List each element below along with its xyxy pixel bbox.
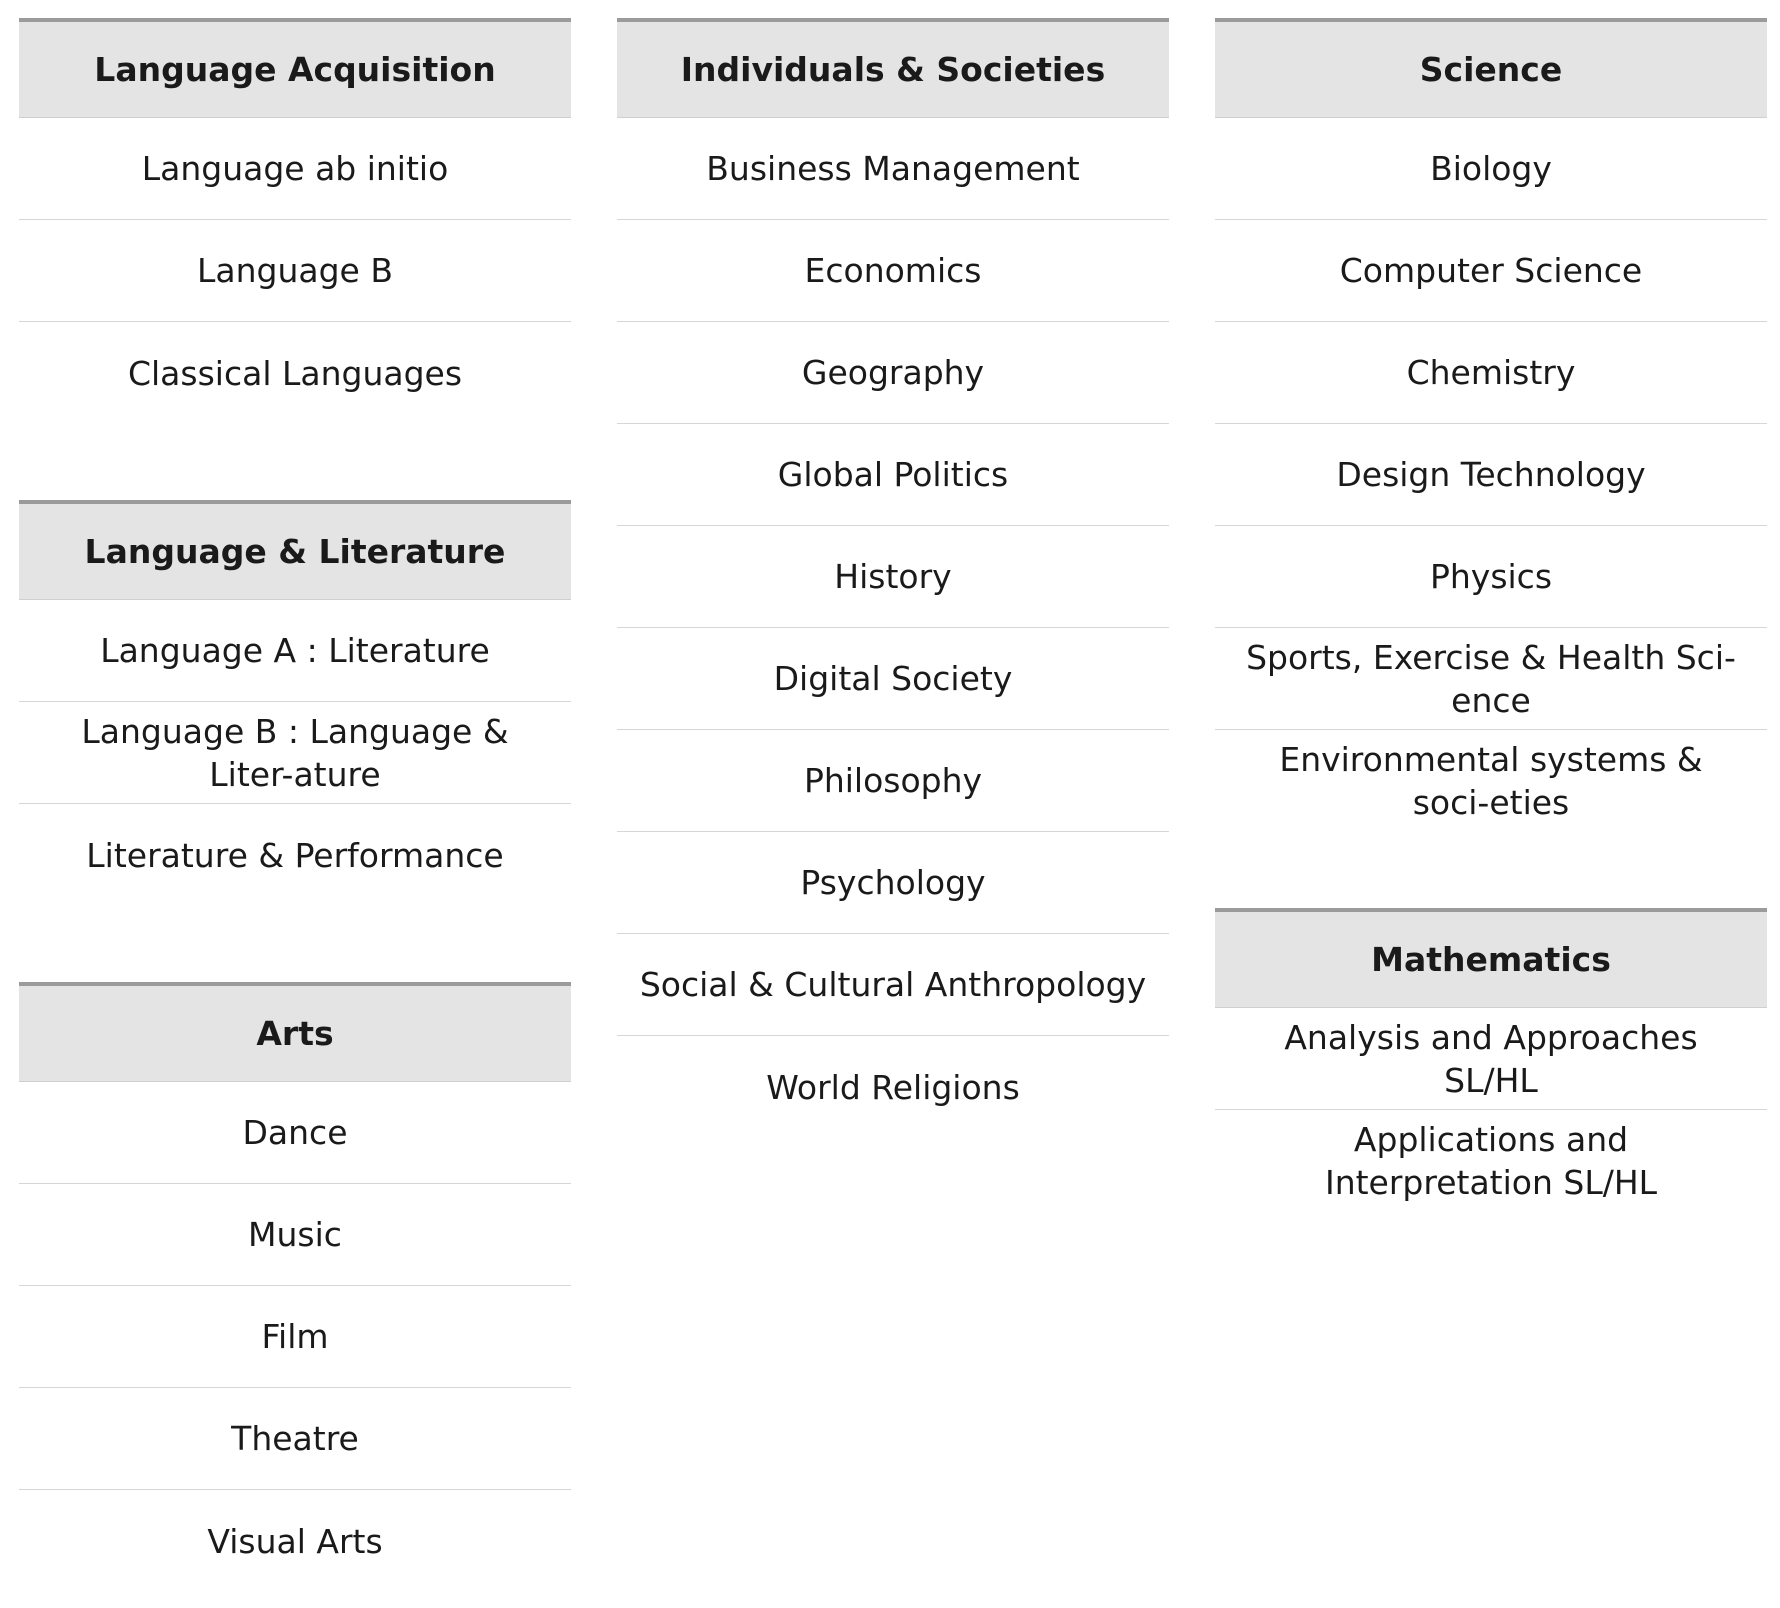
subject-group — [1215, 908, 1767, 1212]
group-header — [1215, 908, 1767, 1008]
group-title: Science — [1419, 50, 1563, 89]
group-title: Mathematics — [1371, 940, 1611, 979]
subject-label: Design Technology — [1336, 455, 1646, 494]
subject-label: Language B : Language & Liter-ature — [81, 711, 509, 794]
group-title: Arts — [256, 1014, 334, 1053]
subject-label: Music — [248, 1215, 342, 1254]
group-header — [19, 982, 571, 1082]
group-title: Language & Literature — [84, 532, 506, 571]
subject-label: History — [834, 557, 952, 596]
group-header — [617, 18, 1169, 118]
column-3 — [1215, 18, 1767, 1212]
subject-label: Physics — [1429, 557, 1553, 596]
subject-label: Visual Arts — [207, 1521, 383, 1561]
subject-label: Biology — [1430, 149, 1552, 188]
subject-item — [1215, 1110, 1767, 1212]
subject-label: Computer Science — [1339, 251, 1643, 290]
subject-label: Social & Cultural Anthropology — [639, 965, 1147, 1004]
subject-item — [1215, 730, 1767, 832]
subject-label: Classical Languages — [127, 353, 463, 393]
subject-item — [617, 730, 1169, 832]
subject-label: Economics — [804, 251, 982, 290]
subject-item — [617, 424, 1169, 526]
subject-label: Business Management — [706, 149, 1080, 188]
subject-label: Philosophy — [803, 761, 983, 800]
subject-item — [617, 118, 1169, 220]
subject-label: Digital Society — [773, 659, 1013, 698]
group-header — [19, 500, 571, 600]
subject-item — [617, 832, 1169, 934]
column-1 — [19, 18, 571, 1592]
subject-item — [19, 804, 571, 906]
subject-item — [19, 1286, 571, 1388]
subject-item — [617, 526, 1169, 628]
subject-label: Psychology — [800, 863, 986, 902]
subject-item — [1215, 526, 1767, 628]
subject-group — [19, 500, 571, 906]
subject-label: Sports, Exercise & Health Sci-ence — [1246, 637, 1736, 720]
subject-label: Global Politics — [777, 455, 1009, 494]
subject-item — [1215, 220, 1767, 322]
subject-item — [617, 220, 1169, 322]
group-title: Language Acquisition — [94, 50, 496, 89]
subject-label: Language ab initio — [141, 149, 449, 188]
subject-item — [19, 118, 571, 220]
subject-item — [1215, 118, 1767, 220]
group-header — [19, 18, 571, 118]
subject-item — [617, 322, 1169, 424]
subject-label: Language A : Literature — [100, 631, 490, 670]
subject-item — [1215, 628, 1767, 730]
subject-label: Analysis and Approaches SL/HL — [1284, 1017, 1698, 1100]
group-header — [1215, 18, 1767, 118]
subject-label: Film — [261, 1317, 329, 1356]
subject-item — [19, 1184, 571, 1286]
subject-label: Chemistry — [1406, 353, 1576, 392]
subject-item — [19, 1388, 571, 1490]
subject-label: Applications and Interpretation SL/HL — [1324, 1120, 1658, 1202]
subject-item — [617, 628, 1169, 730]
subject-item — [19, 220, 571, 322]
subject-group — [19, 982, 571, 1592]
subject-label: Geography — [801, 353, 985, 392]
subject-item — [19, 702, 571, 804]
subject-label: Dance — [242, 1113, 348, 1152]
subject-label: World Religions — [766, 1067, 1020, 1107]
subject-item — [19, 322, 571, 424]
subject-item — [617, 1036, 1169, 1138]
subject-item — [617, 934, 1169, 1036]
group-title: Individuals & Societies — [680, 50, 1106, 89]
subject-group — [617, 18, 1169, 1138]
subject-item — [19, 1082, 571, 1184]
subject-label: Language B — [197, 251, 393, 290]
subject-item — [1215, 1008, 1767, 1110]
subject-item — [1215, 424, 1767, 526]
subject-label: Literature & Performance — [86, 835, 504, 875]
subject-item — [19, 1490, 571, 1592]
column-2 — [617, 18, 1169, 1138]
subject-group — [1215, 18, 1767, 832]
subject-label: Environmental systems & soci-eties — [1279, 740, 1703, 822]
subject-item — [1215, 322, 1767, 424]
subject-item — [19, 600, 571, 702]
subject-group — [19, 18, 571, 424]
subject-label: Theatre — [231, 1419, 359, 1458]
